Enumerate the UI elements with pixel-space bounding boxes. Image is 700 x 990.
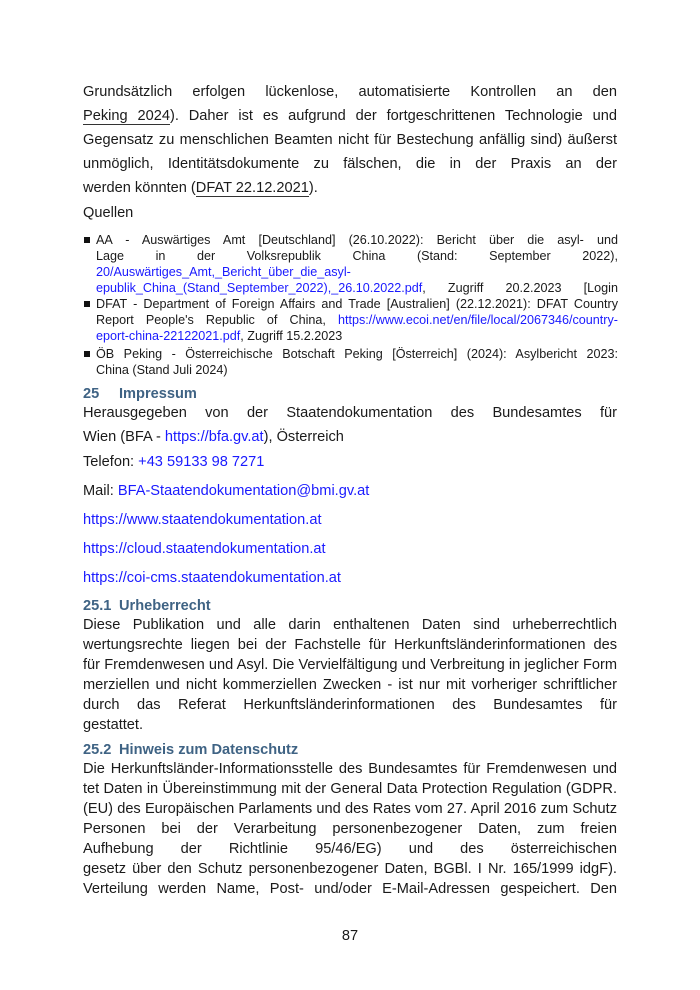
text: Wien (BFA - [83, 429, 165, 445]
section-heading-datenschutz [83, 740, 617, 760]
bullet-icon [84, 301, 90, 307]
text-line [83, 759, 617, 779]
text: für Fremdenwesen und Asyl. Die Vervielfältigung und Verbreitung in jeglicher Form [83, 657, 617, 673]
text-line [83, 104, 617, 128]
text-line [83, 201, 617, 225]
text: Quellen [83, 205, 134, 221]
section-number: 25.1 [83, 598, 112, 614]
text: , Zugriff 20.2.2023 [Login [422, 281, 618, 295]
text: Gegensatz zu menschlichen Beamten nicht für Bestechung anfällig sind) äußerst [83, 132, 617, 148]
coi-cms-link-line [83, 566, 617, 590]
text: Report People's Republic of China, [96, 313, 338, 327]
text-line [96, 232, 618, 248]
text-line [96, 280, 618, 296]
hyperlink[interactable]: BFA-Staatendokumentation@bmi.gv.at [117, 483, 370, 499]
text-line [96, 362, 618, 378]
text: Telefon: [83, 454, 139, 470]
text-line [83, 566, 617, 590]
text: China (Stand Juli 2024) [96, 363, 228, 377]
hyperlink[interactable]: https://www.staatendokumentation.at [83, 512, 322, 528]
text-line [83, 80, 617, 104]
mail-line [83, 479, 617, 503]
text: tet Daten in Übereinstimmung mit der General Data Protection Regulation (GDPR. [83, 781, 617, 797]
source-item [96, 346, 618, 378]
hyperlink[interactable]: eport-china-22122021.pdf [96, 329, 241, 343]
text: Aufhebung der Richtlinie 95/46/EG) und des österreichischen [83, 841, 617, 857]
website-link-line [83, 508, 617, 532]
section-heading-urheberrecht [83, 596, 617, 616]
impressum-paragraph [83, 401, 617, 449]
text: , Zugriff 15.2.2023 [240, 329, 343, 343]
hyperlink[interactable]: https://coi-cms.staatendokumentation.at [83, 570, 341, 586]
text: Verteilung werden Name, Post- und/oder E-Mail-Adressen gespeichert. Den [83, 881, 617, 897]
section-title: Urheberrecht [119, 598, 211, 614]
text: DFAT - Department of Foreign Affairs and Trade [Australien] (22.12.2021): DFAT Country [96, 297, 618, 311]
bullet-icon [84, 237, 90, 243]
text-line [83, 715, 617, 735]
text: ÖB Peking - Österreichische Botschaft Peking [Österreich] (2024): Asylbericht 2023: [96, 347, 618, 361]
bullet-icon [84, 351, 90, 357]
text-line [83, 479, 617, 503]
citation-link[interactable]: Peking 2024 [83, 108, 170, 124]
text-line [83, 450, 617, 474]
cloud-link-line [83, 537, 617, 561]
text: ), Österreich [263, 429, 344, 445]
text-line [83, 859, 617, 879]
text: Mail: [83, 483, 118, 499]
text-line [83, 839, 617, 859]
page-number: 87 [341, 928, 359, 944]
hyperlink[interactable]: https://www.ecoi.net/en/file/local/2067346/country- [337, 313, 618, 327]
text: Die Herkunftsländer-Informationsstelle des Bundesamtes für Fremdenwesen und [83, 761, 617, 777]
text-line [83, 425, 617, 449]
text-line [83, 176, 617, 200]
text-line [83, 779, 617, 799]
text-line [83, 508, 617, 532]
datenschutz-paragraph [83, 759, 617, 899]
text: gestattet. [83, 717, 144, 733]
text-line [96, 296, 618, 312]
text-line [96, 346, 618, 362]
citation-link[interactable]: DFAT 22.12.2021 [195, 180, 309, 196]
text-line [83, 655, 617, 675]
text-line [83, 128, 617, 152]
text-line [96, 312, 618, 328]
telefon-line [83, 450, 617, 474]
text: werden könnten ( [83, 180, 196, 196]
hyperlink[interactable]: +43 59133 98 7271 [138, 454, 265, 470]
urheberrecht-paragraph [83, 615, 617, 735]
text: durch das Referat Herkunftsländerinformationen des Bundesamtes für [83, 697, 617, 713]
text-line [96, 328, 618, 344]
text: gesetz über den Schutz personenbezogener Daten, BGBl. I Nr. 165/1999 idgF). [83, 861, 617, 877]
text-line [83, 635, 617, 655]
text: Personen bei der Verarbeitung personenbezogener Daten, zum freien [83, 821, 617, 837]
text: (EU) des Europäischen Parlaments und des Rates vom 27. April 2016 zum Schutz [83, 801, 617, 817]
source-item [96, 296, 618, 344]
section-number: 25 [83, 386, 100, 402]
text-line [96, 248, 618, 264]
text: ). [308, 180, 318, 196]
text-line [83, 537, 617, 561]
text: unmöglich, Identitätsdokumente zu fälschen, die in der Praxis an der [83, 156, 617, 172]
text-line [83, 799, 617, 819]
text: Grundsätzlich erfolgen lückenlose, automatisierte Kontrollen an den [83, 84, 617, 100]
text-line [83, 401, 617, 425]
section-title: Hinweis zum Datenschutz [119, 742, 299, 758]
text: AA - Auswärtiges Amt [Deutschland] (26.10.2022): Bericht über die asyl- und [96, 233, 618, 247]
text: Lage in der Volksrepublik China (Stand: September 2022), [96, 249, 618, 263]
text-line [83, 695, 617, 715]
text: merziellen und nicht kommerziellen Zwecken - ist nur mit vorheriger schriftlicher [83, 677, 617, 693]
section-title: Impressum [119, 386, 197, 402]
text: ). Daher ist es aufgrund der fortgeschrittenen Technologie und [169, 108, 617, 124]
text-line [83, 879, 617, 899]
intro-paragraph [83, 80, 617, 200]
hyperlink[interactable]: 20/Auswärtiges_Amt,_Bericht_über_die_asyl- [96, 265, 351, 279]
hyperlink[interactable]: https://bfa.gv.at [164, 429, 264, 445]
hyperlink[interactable]: epublik_China_(Stand_September_2022),_26.10.2022.pdf [96, 281, 423, 295]
text-line [83, 152, 617, 176]
hyperlink[interactable]: https://cloud.staatendokumentation.at [83, 541, 326, 557]
section-number: 25.2 [83, 742, 112, 758]
text-line [83, 675, 617, 695]
source-item [96, 232, 618, 296]
text: Herausgegeben von der Staatendokumentation des Bundesamtes für [83, 405, 617, 421]
text: wertungsrechte liegen bei der Fachstelle für Herkunftsländerinformationen des [83, 637, 617, 653]
sources-label [83, 201, 617, 225]
text: Diese Publikation und alle darin enthaltenen Daten sind urheberrechtlich [83, 617, 617, 633]
text-line [83, 615, 617, 635]
text-line [83, 819, 617, 839]
text-line [96, 264, 618, 280]
